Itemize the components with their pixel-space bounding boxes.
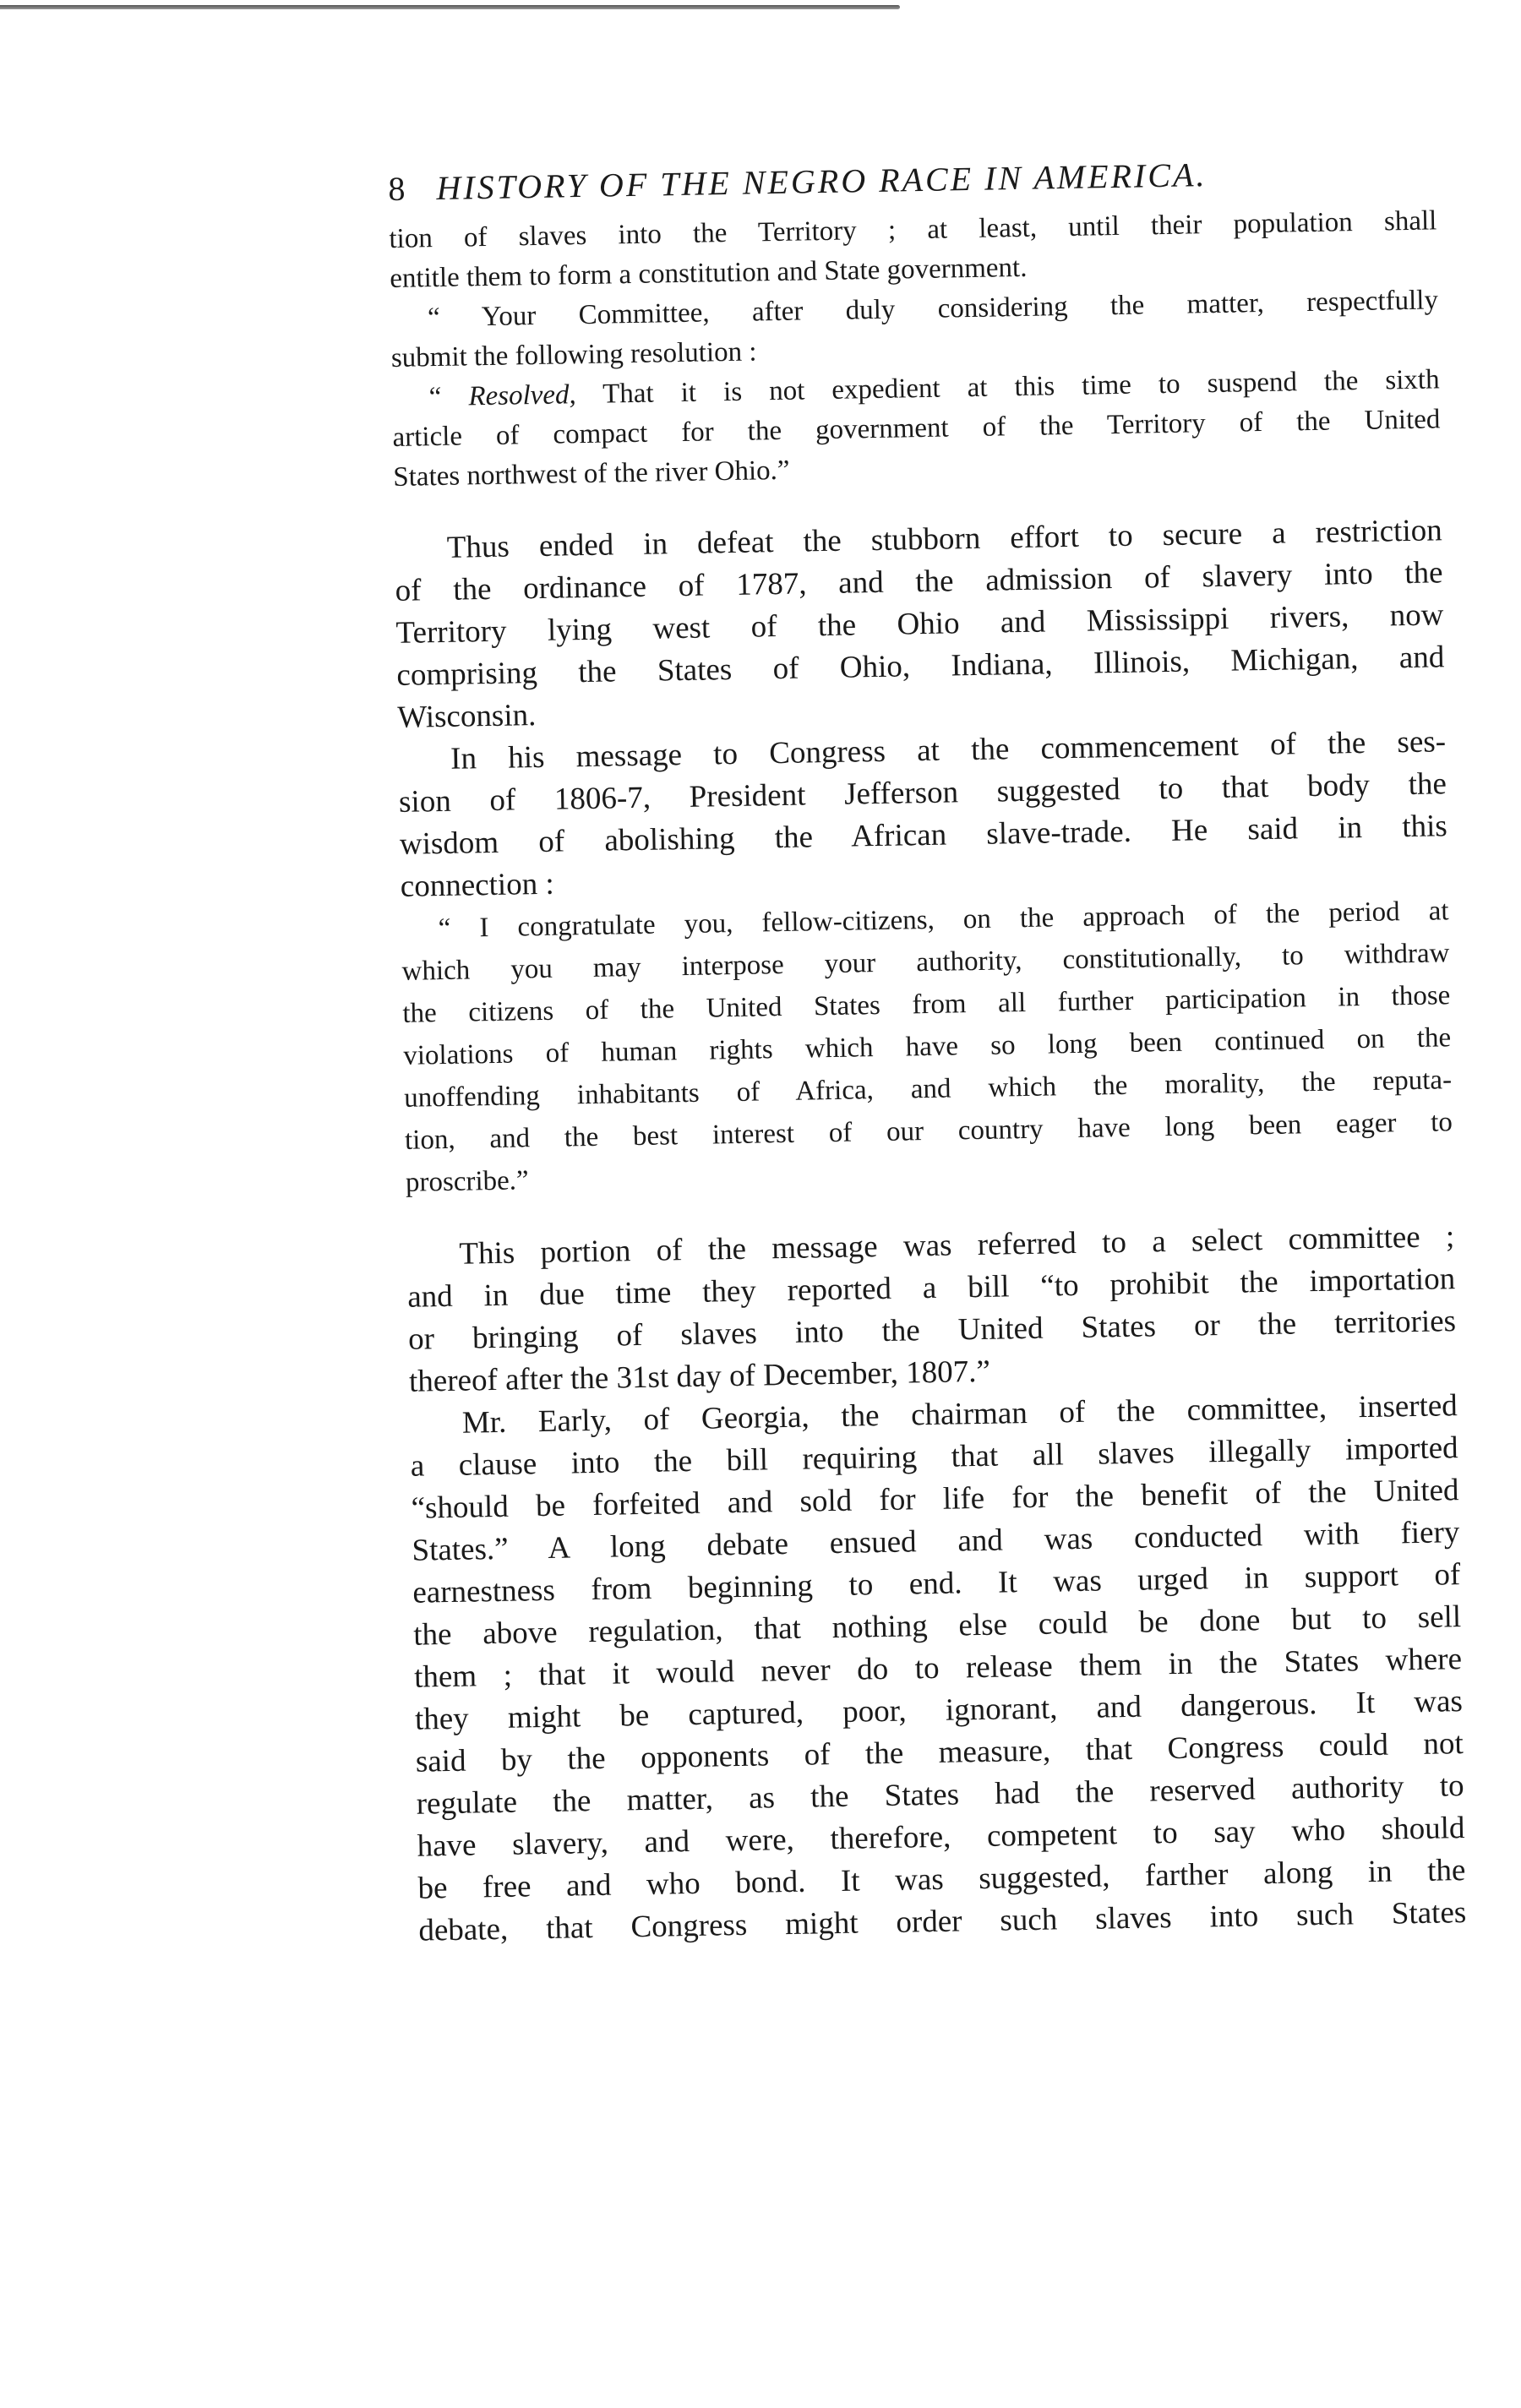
text-line: thereof after the 31st day of December, 1807.” <box>408 1354 991 1399</box>
text-line: have slavery, and were, therefore, competent to say who should <box>417 1811 1465 1864</box>
text-line: which you may interpose your authority, constitutionally, to withdraw <box>401 938 1450 987</box>
text-line: proscribe.” <box>405 1165 529 1198</box>
text-line: the citizens of the United States from all further participation in those <box>402 980 1451 1029</box>
paragraph <box>394 509 1445 739</box>
text-line: earnestness from beginning to end. It was urged in support of <box>412 1557 1461 1610</box>
text-line: Mr. Early, of Georgia, the chairman of the committee, inserted <box>461 1388 1458 1441</box>
text-segment: That it is not expedient at this time to suspend the sixth <box>575 364 1440 411</box>
text-line: tion of slaves into the Territory ; at least, until their population shall <box>389 205 1437 254</box>
text-line: connection : <box>400 866 555 904</box>
book-page <box>388 150 1467 1952</box>
text-line: In his message to Congress at the commencement of the ses- <box>450 724 1447 776</box>
text-line: unoffending inhabitants of Africa, and which the morality, the reputa- <box>403 1065 1453 1114</box>
text-line: “ I congratulate you, fellow-citizens, on the approach of the period at <box>438 896 1449 945</box>
text-line: “ Your Committee, after duly considering the matter, respectfully <box>427 285 1439 334</box>
text-line: regulate the matter, as the States had the reserved authority to <box>416 1768 1464 1822</box>
text-line: Wisconsin. <box>396 698 537 735</box>
top-rule <box>0 5 900 9</box>
text-line: a clause into the bill requiring that all slaves illegally imported <box>410 1430 1458 1484</box>
text-line: wisdom of abolishing the African slave-trade. He said in this <box>399 809 1448 862</box>
text-line: or bringing of slaves into the United States or the territories <box>407 1304 1457 1357</box>
text-line: debate, that Congress might order such slaves into such States <box>418 1895 1467 1948</box>
block-quote <box>401 890 1453 1204</box>
text-line: be free and who bond. It was suggested, farther along in the <box>417 1853 1466 1906</box>
text-line: Thus ended in defeat the stubborn effort to secure a restriction <box>446 513 1443 565</box>
text-line: said by the opponents of the measure, that Congress could not <box>415 1726 1464 1779</box>
text-segment: “ <box>428 381 469 413</box>
text-line: article of compact for the government of the Territory of the United <box>392 404 1441 453</box>
text-line: sion of 1806-7, President Jefferson suggested to that body the <box>398 766 1447 820</box>
text-line: States northwest of the river Ohio.” <box>393 455 790 493</box>
text-line: This portion of the message was referred to a select committee ; <box>459 1219 1455 1272</box>
paragraph <box>398 721 1448 908</box>
text-line: entitle them to form a constitution and State government. <box>389 252 1028 294</box>
body-text <box>389 201 1467 1952</box>
text-line: States.” A long debate ensued and was conducted with fiery <box>412 1515 1460 1568</box>
text-line: they might be captured, poor, ignorant, and dangerous. It was <box>414 1684 1464 1737</box>
text-line: submit the following resolution : <box>390 336 757 373</box>
text-line: them ; that it would never do to release them in the States where <box>413 1642 1463 1695</box>
text-line: of the ordinance of 1787, and the admission of slavery into the <box>395 555 1443 608</box>
text-line: tion, and the best interest of our country have long been eager to <box>404 1107 1453 1156</box>
text-line: Territory lying west of the Ohio and Mississippi rivers, now <box>395 597 1444 651</box>
text-line: the above regulation, that nothing else could be done but to sell <box>412 1599 1462 1653</box>
paragraph <box>406 1216 1457 1403</box>
running-title: HISTORY OF THE NEGRO RACE IN AMERICA. <box>436 155 1208 207</box>
text-line: “should be forfeited and sold for life for the benefit of the United <box>411 1473 1459 1526</box>
page-number: 8 <box>388 169 408 208</box>
paragraph <box>391 360 1441 498</box>
italic-text: Resolved, <box>468 379 577 412</box>
text-line: and in due time they reported a bill “to prohibit the importation <box>406 1261 1456 1315</box>
paragraph <box>409 1385 1466 1953</box>
text-line: violations of human rights which have so long been continued on the <box>403 1022 1452 1071</box>
text-line: comprising the States of Ohio, Indiana, Illinois, Michigan, and <box>396 640 1445 693</box>
